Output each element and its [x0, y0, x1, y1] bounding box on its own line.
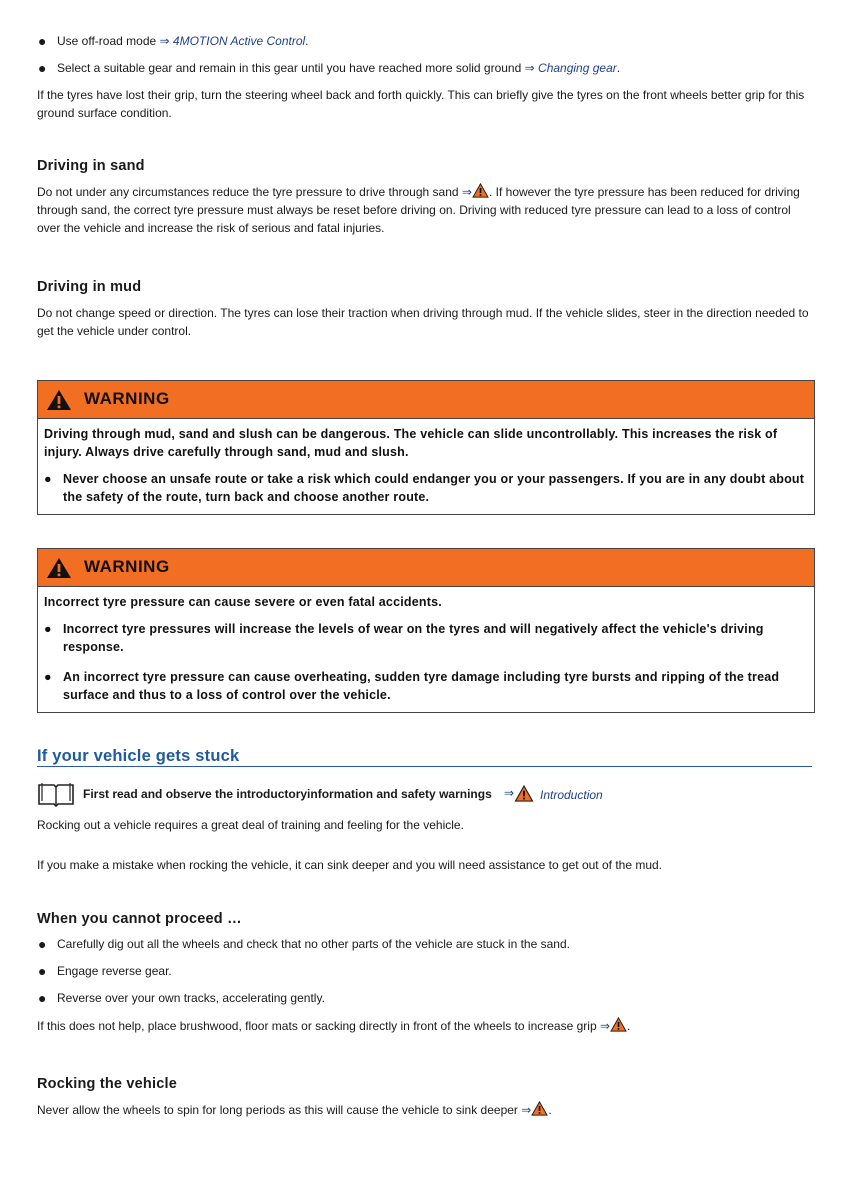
heading-driving-in-sand: Driving in sand	[37, 158, 145, 174]
warning-box	[37, 380, 815, 515]
arrow-icon: ⇒	[599, 1019, 611, 1033]
bullet-icon: ●	[38, 936, 47, 952]
arrow-icon: ⇒	[504, 786, 515, 800]
link-4motion[interactable]: 4MOTION Active Control	[172, 34, 306, 48]
paragraph: If this does not help, place brushwood, floor mats or sacking directly in front of the wheels to increase grip ⇒ .	[37, 1019, 631, 1033]
arrow-icon: ⇒	[521, 1103, 532, 1117]
paragraph: Never allow the wheels to spin for long periods as this will cause the vehicle to sink deeper ⇒ .	[37, 1103, 552, 1117]
warning-intro: Driving through mud, sand and slush can be dangerous. The vehicle can slide uncontrollably. This increases the risk of injury. Always drive carefully through sand, mud and slush.	[44, 427, 778, 459]
warning-title: WARNING	[84, 389, 170, 408]
section-title: If your vehicle gets stuck	[37, 747, 812, 767]
intro-text: First read and observe the introductoryinformation and safety warnings	[83, 787, 492, 801]
heading-driving-in-mud: Driving in mud	[37, 279, 142, 295]
book-icon	[37, 781, 75, 807]
warning-bullet: ● Incorrect tyre pressures will increase the levels of wear on the tyres and will negatively affect the vehicle's driving response.	[44, 622, 764, 654]
warning-box	[37, 548, 815, 713]
arrow-icon: ⇒	[524, 61, 535, 75]
paragraph: Rocking out a vehicle requires a great deal of training and feeling for the vehicle.	[37, 818, 464, 832]
warning-bullet: ● Never choose an unsafe route or take a risk which could endanger you or your passengers. If you are in any doubt about the safety of the route, turn back and choose another route.	[44, 472, 805, 504]
warning-triangle-icon	[46, 557, 72, 579]
bullet-icon: ●	[44, 670, 52, 684]
bullet-icon: ●	[44, 472, 52, 486]
warning-icon[interactable]	[531, 1101, 548, 1116]
bullet-icon: ●	[44, 622, 52, 636]
arrow-icon: ⇒	[461, 185, 472, 199]
warning-icon[interactable]	[472, 183, 489, 198]
link-introduction[interactable]: Introduction	[540, 788, 603, 802]
warning-icon[interactable]	[610, 1017, 627, 1032]
warning-title: WARNING	[84, 557, 170, 576]
link-changing-gear[interactable]: Changing gear	[538, 61, 617, 75]
paragraph: Do not change speed or direction. The tyres can lose their traction when driving through mud. If the vehicle slides, steer in the direction needed to get the vehicle under control.	[37, 306, 809, 338]
warning-intro: Incorrect tyre pressure can cause severe or even fatal accidents.	[44, 595, 442, 609]
arrow-icon: ⇒	[159, 34, 170, 48]
heading-rocking-the-vehicle: Rocking the vehicle	[37, 1076, 177, 1092]
bullet-icon: ●	[38, 963, 47, 979]
heading-when-you-cannot-proceed: When you cannot proceed …	[37, 911, 242, 927]
warning-bullet: ● An incorrect tyre pressure can cause overheating, sudden tyre damage including tyre bursts and ripping of the tread surface and thus to a loss of control over the vehicle.	[44, 670, 780, 702]
intro-reference	[37, 781, 737, 807]
bullet-icon: ●	[38, 60, 47, 76]
warning-triangle-icon	[46, 389, 72, 411]
paragraph: If you make a mistake when rocking the vehicle, it can sink deeper and you will need assistance to get out of the mud.	[37, 858, 663, 872]
warning-header	[38, 381, 814, 419]
bullet-icon: ●	[38, 33, 47, 49]
bullet-icon: ●	[38, 990, 47, 1006]
warning-header	[38, 549, 814, 587]
warning-icon	[514, 785, 534, 802]
paragraph: If the tyres have lost their grip, turn the steering wheel back and forth quickly. This can briefly give the tyres on the front wheels better grip for this ground surface condition.	[37, 88, 805, 120]
paragraph: Do not under any circumstances reduce the tyre pressure to drive through sand ⇒ . If however the tyre pressure has been reduced for driving through sand, the correct tyre pressure must always be reset before driving on. Driving with reduced tyre pressure can lead to a loss of control over the vehicle and increase the risk of serious and fatal injuries.	[37, 185, 800, 235]
